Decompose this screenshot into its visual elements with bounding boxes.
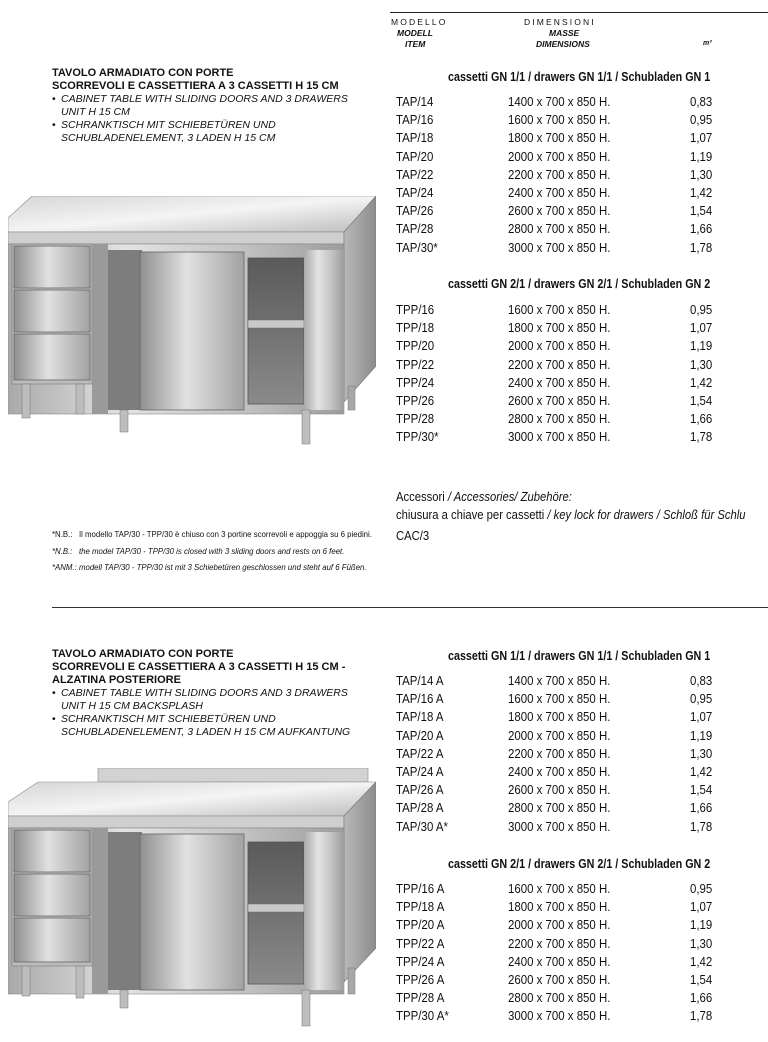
table-row: TPP/20 2000 x 700 x 850 H. 1,19: [396, 338, 713, 354]
section1-title-line: TAVOLO ARMADIATO CON PORTE: [52, 67, 234, 79]
header-dimensions-label-de: MASSE: [549, 28, 580, 38]
section-divider: [52, 607, 768, 608]
section1-group2-header: cassetti GN 2/1 / drawers GN 2/1 / Schubladen GN 2: [448, 277, 711, 291]
table-row: TAP/14 A 1400 x 700 x 850 H. 0,83: [396, 673, 713, 688]
table-row: TPP/30 A* 3000 x 700 x 850 H. 1,78: [396, 1008, 713, 1024]
table-row: TPP/24 2400 x 700 x 850 H. 1,42: [396, 374, 713, 390]
table-row: TAP/28 2800 x 700 x 850 H. 1,66: [396, 221, 713, 237]
header-model-label: MODELLO: [391, 17, 448, 27]
table-row: TAP/18 A 1800 x 700 x 850 H. 1,07: [396, 709, 713, 725]
table-row: TPP/26 2600 x 700 x 850 H. 1,54: [396, 392, 713, 408]
accessories-title: Accessori / Accessories/ Zubehöre:: [396, 490, 572, 504]
note-en: *N.B.: the model TAP/30 - TPP/30 is closed with 3 sliding doors and rests on 6 feet.: [52, 546, 345, 556]
section2-group1-table: [396, 673, 768, 837]
section1-title-line: SCORREVOLI E CASSETTIERA A 3 CASSETTI H 15 CM: [52, 80, 339, 92]
section1-title: [52, 67, 382, 145]
table-row: TPP/30* 3000 x 700 x 850 H. 1,78: [396, 429, 713, 445]
table-row: TPP/22 2200 x 700 x 850 H. 1,30: [396, 356, 713, 372]
table-row: TPP/24 A 2400 x 700 x 850 H. 1,42: [396, 953, 713, 969]
table-row: TAP/22 A 2200 x 700 x 850 H. 1,30: [396, 745, 713, 761]
table-row: TAP/30 A* 3000 x 700 x 850 H. 1,78: [396, 818, 713, 834]
section2-title-line: TAVOLO ARMADIATO CON PORTE: [52, 648, 234, 660]
section2-group2-table: [396, 881, 768, 1027]
section2-group2-header: cassetti GN 2/1 / drawers GN 2/1 / Schubladen GN 2: [448, 857, 711, 871]
table-row: TPP/20 A 2000 x 700 x 850 H. 1,19: [396, 917, 713, 933]
section2-title-line: ALZATINA POSTERIORE: [52, 674, 181, 686]
table-row: TAP/26 A 2600 x 700 x 850 H. 1,54: [396, 782, 713, 798]
note-de: *ANM.: modell TAP/30 - TPP/30 ist mit 3 Schiebetüren geschlossen und steht auf 6 Füßen.: [52, 562, 367, 572]
accessories-code: CAC/3: [396, 529, 430, 543]
table-row: TPP/26 A 2600 x 700 x 850 H. 1,54: [396, 971, 713, 987]
table-row: TAP/26 2600 x 700 x 850 H. 1,54: [396, 203, 713, 219]
table-row: TAP/14 1400 x 700 x 850 H. 0,83: [396, 94, 713, 109]
header-rule: [390, 12, 768, 13]
table-row: TPP/18 1800 x 700 x 850 H. 1,07: [396, 320, 713, 336]
section2-group1-header: cassetti GN 1/1 / drawers GN 1/1 / Schubladen GN 1: [448, 649, 711, 663]
table-row: TAP/22 2200 x 700 x 850 H. 1,30: [396, 166, 713, 182]
header-model-label-en: ITEM: [405, 39, 426, 49]
section2-title-line: SCORREVOLI E CASSETTIERA A 3 CASSETTI H 15 CM -: [52, 661, 346, 673]
section1-bullet-en: • CABINET TABLE WITH SLIDING DOORS AND 3 DRAWERS UNIT H 15 CM: [52, 93, 382, 119]
table-row: TAP/24 2400 x 700 x 850 H. 1,42: [396, 184, 713, 200]
table-row: TAP/28 A 2800 x 700 x 850 H. 1,66: [396, 800, 713, 816]
section2-title: [52, 648, 382, 739]
table-row: TPP/16 A 1600 x 700 x 850 H. 0,95: [396, 881, 713, 896]
section2-bullet-de: • SCHRANKTISCH MIT SCHIEBETÜREN UND SCHUBLADENELEMENT, 3 LADEN H 15 CM AUFKANTUNG: [52, 713, 382, 739]
header-dimensions-label-en: DIMENSIONS: [536, 39, 590, 49]
header-volume-label: m³: [703, 40, 712, 47]
table-row: TAP/18 1800 x 700 x 850 H. 1,07: [396, 130, 713, 146]
table-row: TAP/16 A 1600 x 700 x 850 H. 0,95: [396, 691, 713, 707]
table-row: TAP/20 2000 x 700 x 850 H. 1,19: [396, 148, 713, 164]
table-row: TPP/28 2800 x 700 x 850 H. 1,66: [396, 411, 713, 427]
table-row: TAP/20 A 2000 x 700 x 850 H. 1,19: [396, 727, 713, 743]
section2-bullet-en: • CABINET TABLE WITH SLIDING DOORS AND 3 DRAWERS UNIT H 15 CM BACKSPLASH: [52, 687, 382, 713]
table-row: TAP/16 1600 x 700 x 850 H. 0,95: [396, 112, 713, 128]
table-row: TPP/18 A 1800 x 700 x 850 H. 1,07: [396, 899, 713, 915]
section1-group1-table: [396, 94, 768, 258]
section1-group1-header: cassetti GN 1/1 / drawers GN 1/1 / Schubladen GN 1: [448, 70, 711, 84]
cabinet-table-backsplash-illustration: [8, 768, 376, 1030]
table-row: TPP/16 1600 x 700 x 850 H. 0,95: [396, 302, 713, 317]
table-row: TPP/22 A 2200 x 700 x 850 H. 1,30: [396, 935, 713, 951]
cabinet-table-illustration: [8, 196, 376, 448]
accessories-line: chiusura a chiave per cassetti / key lock for drawers / Schloß für Schlu: [396, 508, 746, 522]
note-it: *N.B.: Il modello TAP/30 - TPP/30 è chiuso con 3 portine scorrevoli e appoggia su 6 piedini.: [52, 529, 372, 539]
header-model-label-de: MODELL: [397, 28, 433, 38]
table-row: TAP/24 A 2400 x 700 x 850 H. 1,42: [396, 763, 713, 779]
section1-bullet-de: • SCHRANKTISCH MIT SCHIEBETÜREN UND SCHUBLADENELEMENT, 3 LADEN H 15 CM: [52, 119, 382, 145]
header-dimensions-label: DIMENSIONI: [524, 17, 596, 27]
section1-group2-table: [396, 302, 768, 448]
table-row: TPP/28 A 2800 x 700 x 850 H. 1,66: [396, 990, 713, 1006]
table-row: TAP/30* 3000 x 700 x 850 H. 1,78: [396, 239, 713, 255]
